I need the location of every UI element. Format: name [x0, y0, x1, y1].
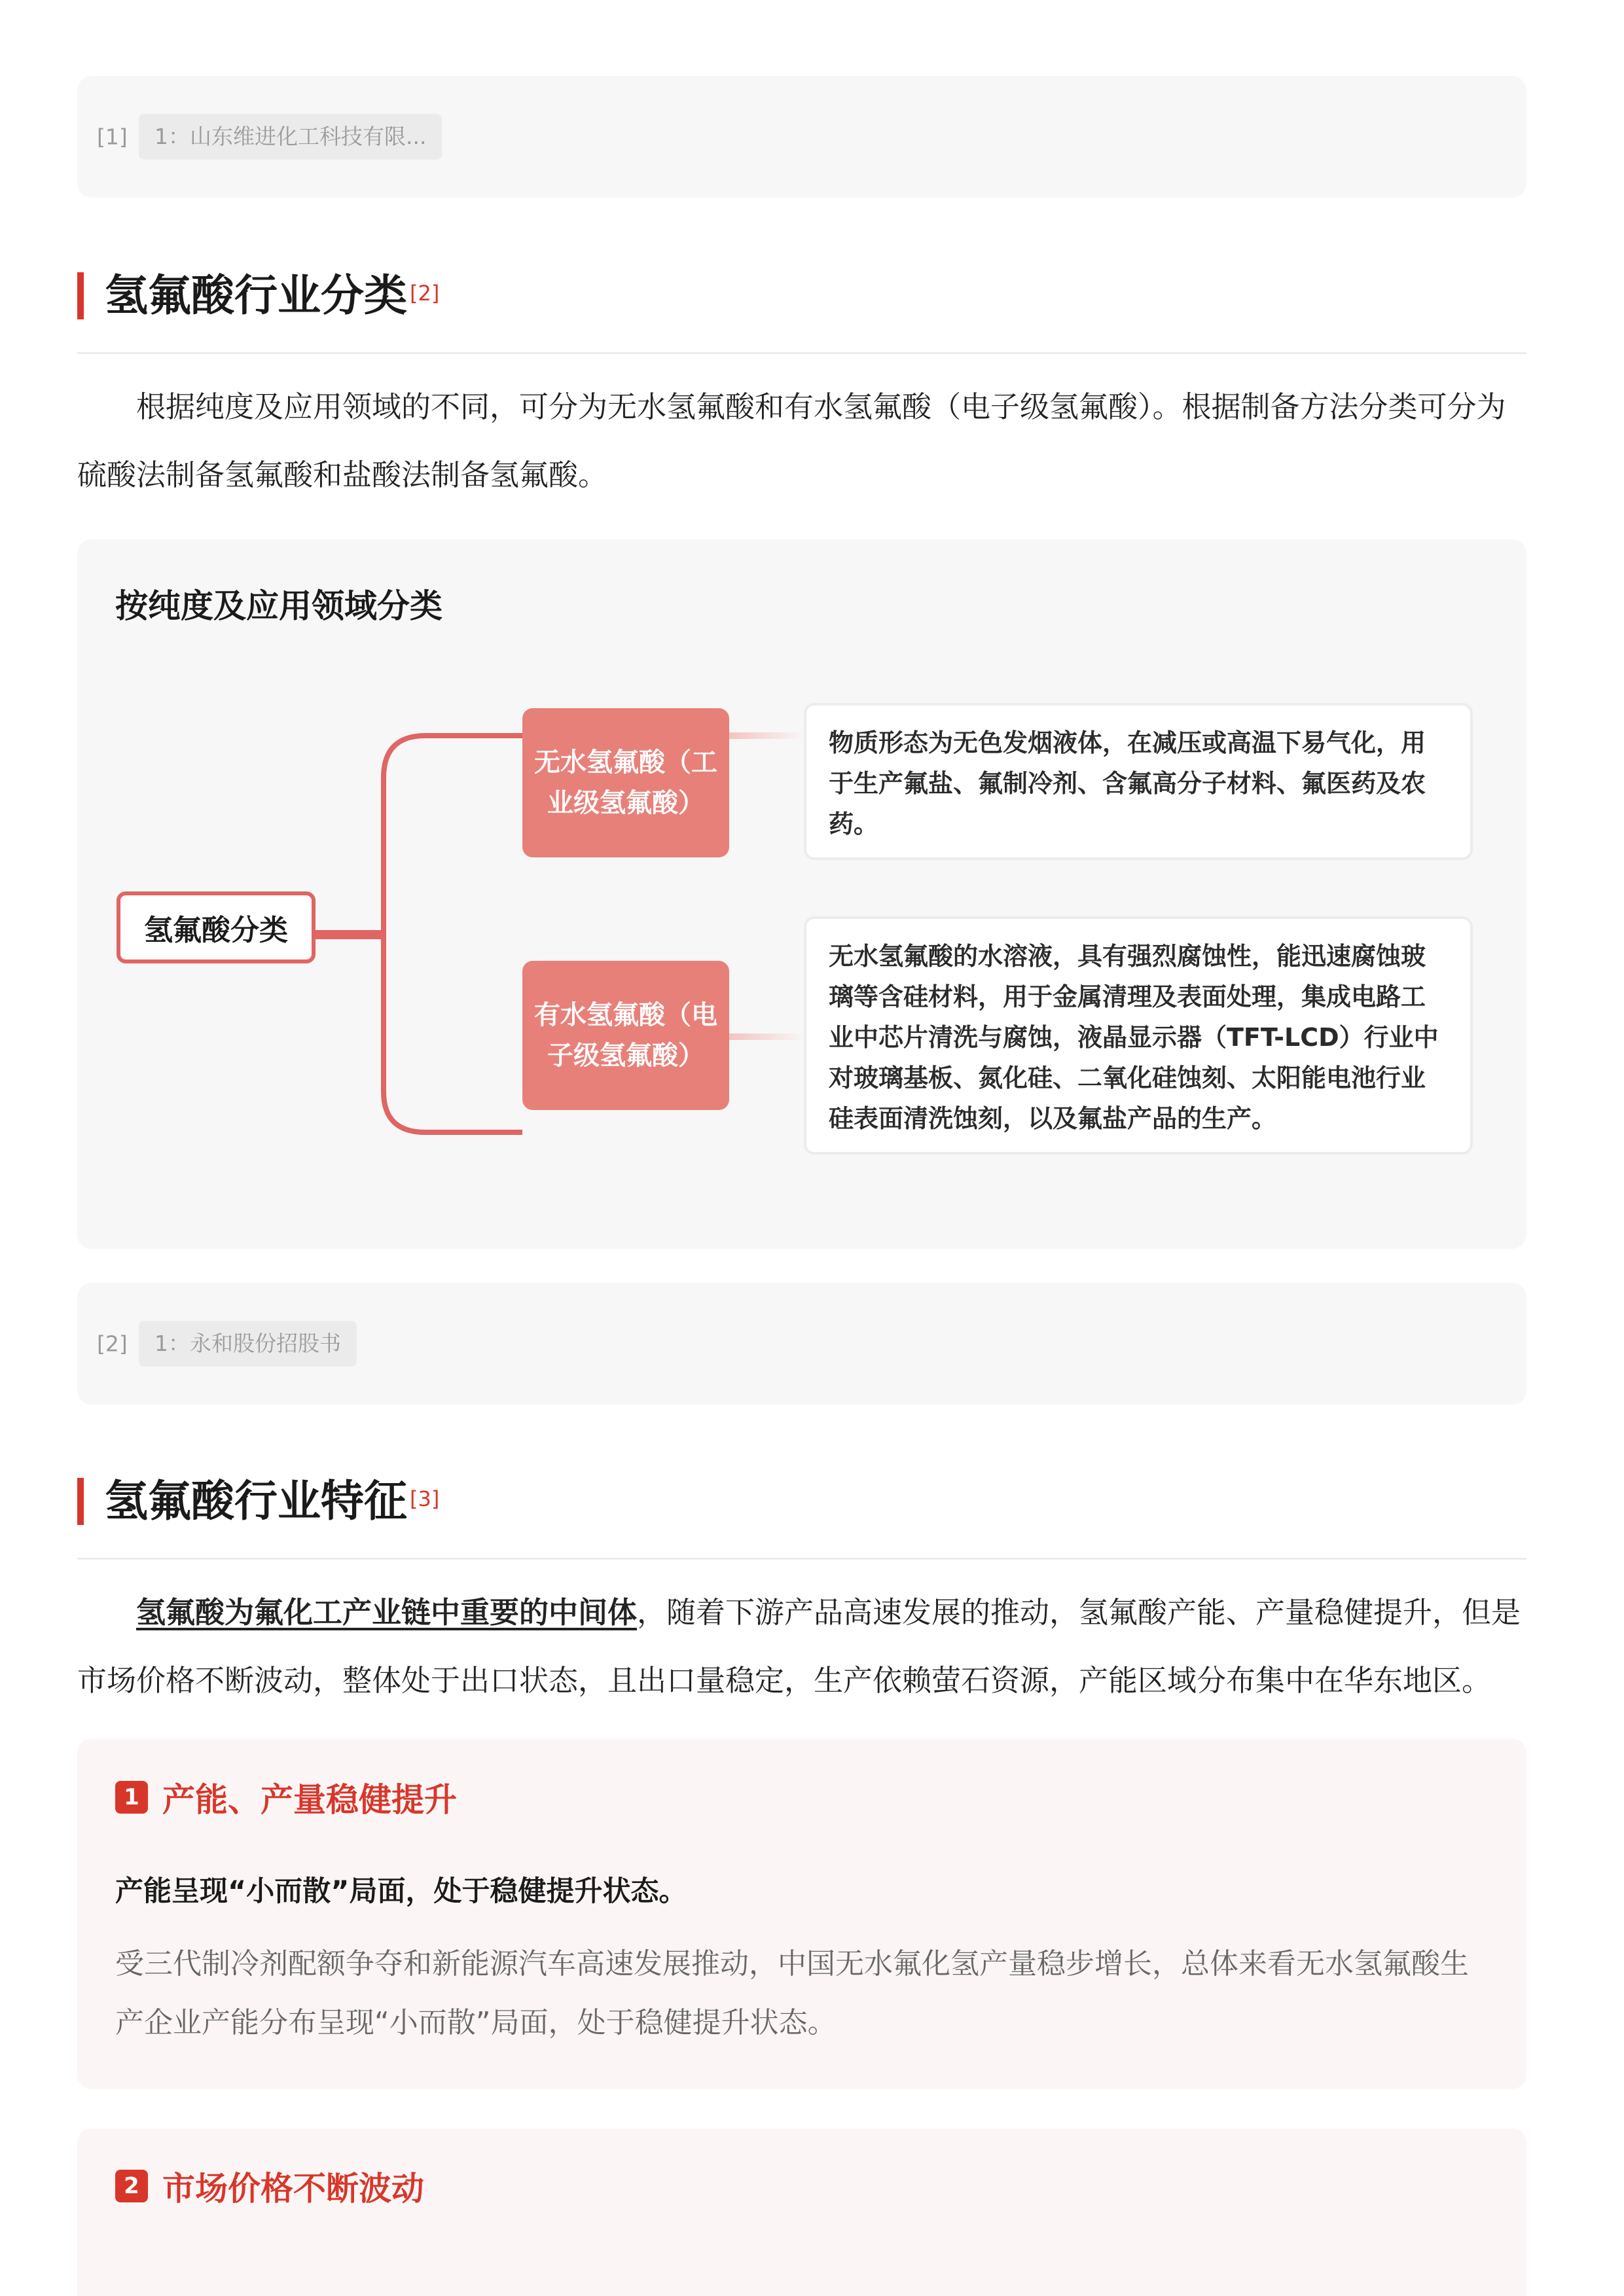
diagram-title: 按纯度及应用领域分类 [115, 587, 442, 625]
category-node-aqueous: 有水氢氟酸（电子级氢氟酸） [522, 961, 729, 1110]
reference-box [77, 1283, 1526, 1405]
section-accent-bar [77, 272, 84, 319]
reference-box [77, 76, 1526, 198]
classification-diagram [77, 539, 1526, 1249]
description-node-aqueous: 无水氢氟酸的水溶液，具有强烈腐蚀性，能迅速腐蚀玻璃等含硅材料，用于金属清理及表面处理，集成电路工业中芯片清洗与腐蚀，液晶显示器（TFT-LCD）行业中对玻璃基板、氮化硅、二氧化硅蚀刻、太阳能电池行业硅表面清洗蚀刻，以及氟盐产品的生产。 [804, 916, 1473, 1155]
footnote-ref[interactable]: [3] [410, 1486, 440, 1511]
card-heading [115, 2162, 424, 2210]
section-paragraph: 氢氟酸为氟化工产业链中重要的中间体，随着下游产品高速发展的推动，氢氟酸产能、产量稳健提升，但是市场价格不断波动，整体处于出口状态，且出口量稳定，生产依赖萤石资源，产能区域分布集中在华东地区。 [77, 1595, 1521, 1698]
number-badge: 1 [115, 1781, 148, 1814]
section-title: 氢氟酸行业特征 [3] [105, 1476, 440, 1526]
highlighted-phrase[interactable]: 氢氟酸为氟化工产业链中重要的中间体 [136, 1595, 638, 1630]
card-title: 产能、产量稳健提升 [162, 1781, 457, 1819]
footnote-ref[interactable]: [2] [410, 281, 440, 306]
connector-fade-bottom [729, 1033, 804, 1040]
card-text: 受三代制冷剂配额争夺和新能源汽车高速发展推动，中国无水氟化氢产量稳步增长，总体来看无水氢氟酸生产企业产能分布呈现“小而散”局面，处于稳健提升状态。 [115, 1947, 1469, 2039]
connector-fade-top [729, 732, 804, 739]
section-title: 氢氟酸行业分类 [2] [105, 270, 440, 321]
category-node-anhydrous: 无水氢氟酸（工业级氢氟酸） [522, 708, 729, 857]
number-badge: 2 [115, 2170, 148, 2202]
card-title: 市场价格不断波动 [162, 2170, 424, 2208]
section-paragraph: 根据纯度及应用领域的不同，可分为无水氢氟酸和有水氢氟酸（电子级氢氟酸）。根据制备方法分类可分为硫酸法制备氢氟酸和盐酸法制备氢氟酸。 [77, 389, 1506, 492]
reference-number: [1] [97, 124, 128, 150]
reference-tag[interactable]: 1：永和股份招股书 [139, 1321, 357, 1367]
section-accent-bar [77, 1478, 84, 1525]
connector-branch-top [384, 736, 522, 935]
section-heading [77, 1469, 1526, 1560]
feature-card [77, 1738, 1526, 2089]
reference-number: [2] [97, 1331, 128, 1357]
section-heading [77, 263, 1526, 354]
feature-card [77, 2128, 1526, 2296]
reference-tag[interactable]: 1：山东维进化工科技有限... [139, 114, 442, 160]
connector-branch-bottom [384, 935, 522, 1132]
root-node: 氢氟酸分类 [117, 891, 316, 963]
card-heading [115, 1774, 457, 1821]
description-node-anhydrous: 物质形态为无色发烟液体，在减压或高温下易气化，用于生产氟盐、氟制冷剂、含氟高分子材料、氟医药及农药。 [804, 703, 1473, 860]
card-subtitle: 产能呈现“小而散”局面，处于稳健提升状态。 [115, 1875, 687, 1908]
